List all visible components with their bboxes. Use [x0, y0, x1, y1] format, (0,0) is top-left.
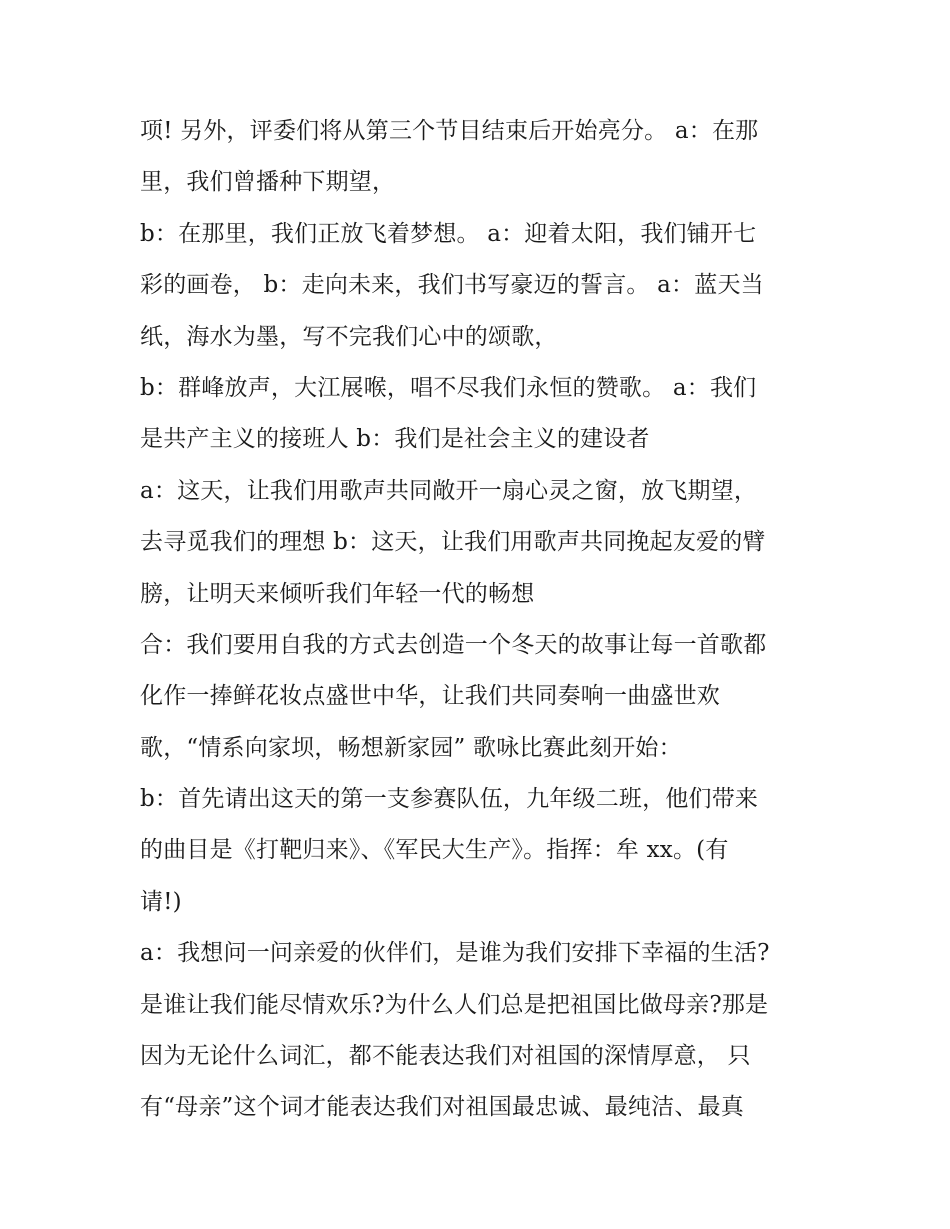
text-line: 膀，让明天来倾听我们年轻一代的畅想: [140, 580, 535, 607]
text-line: 化作一捧鲜花妆点盛世中华，让我们共同奏响一曲盛世欢: [140, 683, 720, 710]
text-line: 请!): [140, 888, 182, 915]
text-line: 因为无论什么词汇，都不能表达我们对祖国的深情厚意， 只: [140, 1043, 751, 1070]
text-line: 合：我们要用自我的方式去创造一个冬天的故事让每一首歌都: [140, 631, 767, 658]
text-line: 歌，“情系向家坝，畅想新家园” 歌咏比赛此刻开始：: [140, 734, 682, 761]
text-line: 是谁让我们能尽情欢乐?为什么人们总是把祖国比做母亲?那是: [140, 991, 769, 1018]
text-line: 彩的画卷， b：走向未来，我们书写豪迈的誓言。 a：蓝天当: [140, 272, 764, 299]
document-body: [140, 109, 820, 1137]
text-line: 纸，海水为墨，写不完我们心中的颂歌，: [140, 323, 558, 350]
text-line: a：这天，让我们用歌声共同敞开一扇心灵之窗，放飞期望，: [140, 477, 758, 504]
text-line: 是共产主义的接班人 b：我们是社会主义的建设者: [140, 426, 650, 453]
text-line: 有“母亲”这个词才能表达我们对祖国最忠诚、最纯洁、最真: [140, 1094, 744, 1121]
text-line: 里，我们曾播种下期望，: [140, 169, 396, 196]
text-line: a：我想问一问亲爱的伙伴们，是谁为我们安排下幸福的生活?: [140, 940, 770, 967]
text-line: 项! 另外，评委们将从第三个节目结束后开始亮分。 a：在那: [140, 118, 759, 144]
text-line: b：在那里，我们正放飞着梦想。 a：迎着太阳，我们铺开七: [140, 220, 757, 247]
text-line: 的曲目是《打靶归来》、《军民大生产》。指挥：牟 xx。(有: [140, 837, 729, 864]
text-line: b：首先请出这天的第一支参赛队伍，九年级二班，他们带来: [140, 786, 759, 813]
text-line: b：群峰放声，大江展喉，唱不尽我们永恒的赞歌。 a：我们: [140, 374, 757, 401]
text-line: 去寻觅我们的理想 b：这天，让我们用歌声共同挽起友爱的臂: [140, 529, 766, 556]
